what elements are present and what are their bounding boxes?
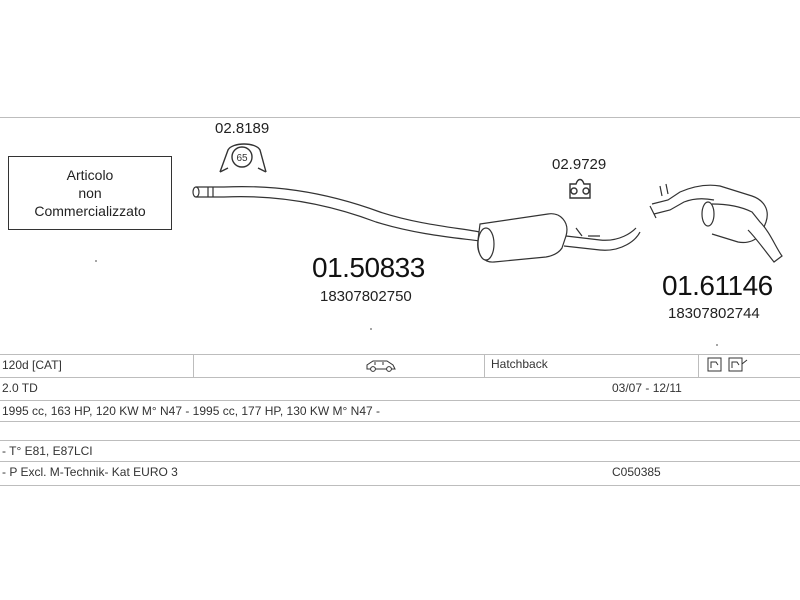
clamp-badge: 65 — [236, 153, 248, 164]
rear-silencer-code: 01.61146 — [662, 270, 773, 301]
reference-cell: C050385 — [612, 465, 661, 479]
specs-cell: 1995 cc, 163 HP, 120 KW M° N47 - 1995 cc, 177 HP, 130 KW M° N47 - — [2, 404, 381, 418]
front-side-icon — [706, 356, 724, 379]
column-separator — [193, 354, 194, 377]
not-sold-notice — [8, 156, 172, 230]
clamp-code: 02.8189 — [215, 120, 270, 137]
car-hatchback-icon — [365, 357, 397, 378]
center-silencer-code: 01.50833 — [312, 252, 425, 283]
table-line — [0, 377, 800, 378]
front-pipe — [193, 187, 480, 241]
rear-silencer — [650, 184, 782, 262]
hanger-code: 02.9729 — [552, 156, 607, 173]
clamp-icon — [220, 144, 266, 172]
notice-line-1: Articolo — [66, 167, 114, 183]
rear-silencer-oem: 18307802744 — [668, 305, 760, 322]
body-type-cell: Hatchback — [491, 357, 548, 371]
notice-line-3: Commercializzato — [34, 203, 146, 219]
years-cell: 03/07 - 12/11 — [612, 381, 682, 395]
column-separator — [484, 354, 485, 377]
center-silencer-oem: 18307802750 — [320, 288, 412, 305]
table-line — [0, 461, 800, 462]
center-silencer — [478, 214, 640, 262]
model-cell: 120d [CAT] — [2, 358, 62, 372]
table-line — [0, 354, 800, 355]
table-line — [0, 421, 800, 422]
types-cell: - T° E81, E87LCI — [2, 444, 93, 458]
notice-line-2: non — [78, 185, 102, 201]
notes-cell: - P Excl. M-Technik- Kat EURO 3 — [2, 465, 178, 479]
table-line — [0, 400, 800, 401]
table-line — [0, 485, 800, 486]
table-line — [0, 440, 800, 441]
rear-side-icon — [727, 356, 749, 379]
hanger-icon — [570, 180, 590, 199]
column-separator — [698, 354, 699, 377]
engine-cell: 2.0 TD — [2, 381, 38, 395]
